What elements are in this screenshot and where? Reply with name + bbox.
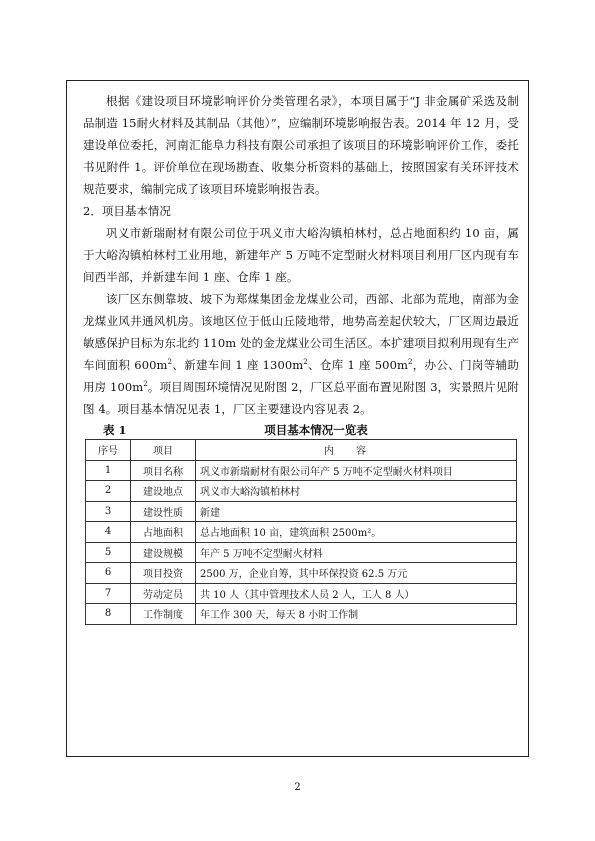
row-no: 5 <box>86 542 131 563</box>
table-row <box>86 522 517 543</box>
table-row <box>86 604 517 625</box>
row-no: 6 <box>86 563 131 584</box>
row-value: 巩义市大峪沟镇柏林村 <box>196 481 517 502</box>
table-title: 项目基本情况一览表 <box>264 423 368 437</box>
row-value: 年工作 300 天，每天 8 小时工作制 <box>196 604 517 625</box>
row-item: 劳动定员 <box>131 583 196 604</box>
superscript-2: 2 <box>408 358 413 367</box>
row-value: 2500 万，企业自筹，其中环保投资 62.5 万元 <box>196 563 517 584</box>
table-header-row <box>86 440 517 461</box>
row-value: 新建 <box>196 501 517 522</box>
row-item: 工作制度 <box>131 604 196 625</box>
row-no: 1 <box>86 460 131 481</box>
row-item: 建设规模 <box>131 542 196 563</box>
paragraph-2-text-1: 该厂区东侧靠坡、坡下为郑煤集团金龙煤业公司，西部、北部为荒地，南部为金龙煤业风井通风机房。该地区位于低山丘陵地带，地势高差起伏较大，厂区周边最近敏感保护目标为东北约 110m 处的金龙煤业公司生活区。本扩建项目拟利用现有生产车间面积 600m <box>83 292 519 372</box>
table-label: 表 1 <box>103 423 127 437</box>
row-item: 建设性质 <box>131 501 196 522</box>
row-no: 2 <box>86 481 131 502</box>
row-value: 巩义市新瑞耐材有限公司年产 5 万吨不定型耐火材料项目 <box>196 460 517 481</box>
paragraph-2-text-3: 、仓库 1 座 500m <box>307 358 408 372</box>
table-row <box>86 563 517 584</box>
table-row <box>86 501 517 522</box>
row-item: 项目投资 <box>131 563 196 584</box>
paragraph-2-text-2: 、新建车间 1 座 1300m <box>172 358 304 372</box>
row-no: 4 <box>86 522 131 543</box>
project-info-table <box>85 439 517 625</box>
section-paragraph-1: 巩义市新瑞耐材有限公司位于巩义市大峪沟镇柏林村，总占地面积约 10 亩，属于大峪沟镇柏林村工业用地，新建年产 5 万吨不定型耐火材料项目利用厂区内现有车间西半部，并新建车间 1 座、仓库 1 座。 <box>83 226 519 284</box>
header-no: 序号 <box>86 440 131 461</box>
superscript-2: 2 <box>143 380 148 389</box>
row-item: 占地面积 <box>131 522 196 543</box>
section-heading: 2．项目基本情况 <box>83 204 171 218</box>
table-row <box>86 460 517 481</box>
header-item: 项目 <box>131 440 196 461</box>
table-row <box>86 583 517 604</box>
row-no: 8 <box>86 604 131 625</box>
section-paragraph-2 <box>83 288 519 420</box>
header-content: 内容 <box>196 440 517 461</box>
row-value: 年产 5 万吨不定型耐火材料 <box>196 542 517 563</box>
row-value: 总占地面积 10 亩，建筑面积 2500m²。 <box>196 522 517 543</box>
row-item: 项目名称 <box>131 460 196 481</box>
superscript-2: 2 <box>167 358 173 367</box>
table-row <box>86 481 517 502</box>
page-number: 2 <box>294 782 301 793</box>
intro-paragraph: 根据《建设项目环境影响评价分类管理名录》，本项目属于“J 非金属矿采选及制品制造 15耐火材料及其制品（其他）”，应编制环境影响报告表。2014 年 12 月，受建设单位委托，河南汇能阜力科技有限公司承担了该项目的环境影响评价工作，委托书见附件 1。评价单位在现场勘查、收集分析资料的基础上，按照国家有关环评技术规范要求，编制完成了该项目环境影响报告表。 <box>83 94 519 196</box>
row-no: 3 <box>86 501 131 522</box>
table-row <box>86 542 517 563</box>
paragraph-2-text-4: ，办公、门岗等辅助用房 100m <box>83 358 519 394</box>
table-caption <box>83 421 519 439</box>
superscript-2: 2 <box>303 358 308 367</box>
row-item: 建设地点 <box>131 481 196 502</box>
document-body <box>83 90 519 625</box>
row-value: 共 10 人（其中管理技术人员 2 人，工人 8 人） <box>196 583 517 604</box>
row-no: 7 <box>86 583 131 604</box>
paragraph-2-text-5: 。项目周围环境情况见附图 2，厂区总平面布置见附图 3，实景照片见附图 4。项目基本情况见表 1，厂区主要建设内容见表 2。 <box>83 380 519 416</box>
